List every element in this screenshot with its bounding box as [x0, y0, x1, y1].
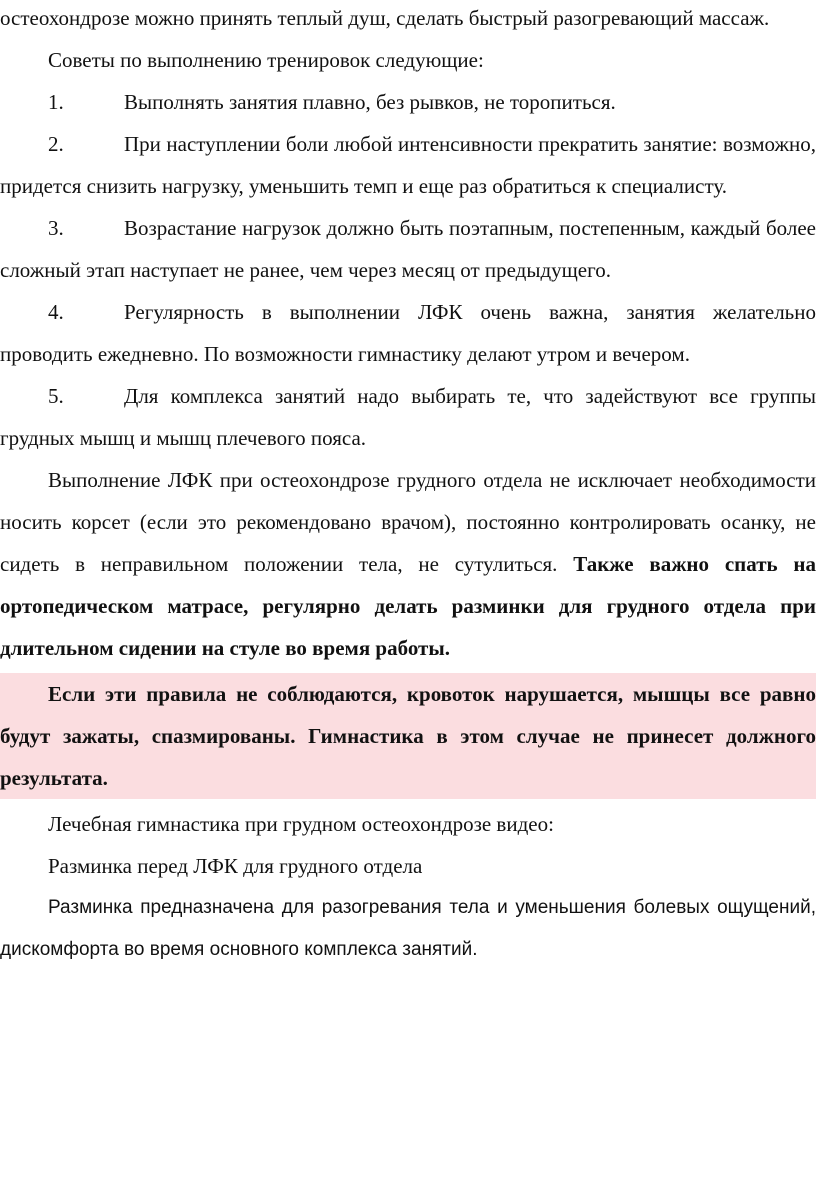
- paragraph-warmup-description: Разминка предназначена для разогревания тела и уменьшения болевых ощущений, дискомфорта во время основного комплекса занятий.: [0, 897, 816, 960]
- list-item-text: При наступлении боли любой интенсивности прекратить занятие: возможно, придется снизить нагрузку, уменьшить темп и еще раз обратиться к специалисту.: [0, 132, 816, 198]
- paragraph-corset: [0, 459, 816, 669]
- list-item-text: Выполнять занятия плавно, без рывков, не торопиться.: [124, 90, 616, 114]
- paragraph-video-caption: Лечебная гимнастика при грудном остеохондрозе видео:: [48, 812, 554, 836]
- list-item: [0, 207, 816, 291]
- list-item-number: 1.: [48, 90, 64, 114]
- paragraph-corset-regular: Выполнение ЛФК при остеохондрозе грудного отдела не исключает необходимости носить корсет (если это рекомендовано врачом), постоянно контролировать осанку, не сидеть в неправильном положении тела, не сутулиться.: [0, 468, 816, 576]
- list-item: [0, 81, 816, 123]
- list-item-number: 5.: [48, 384, 64, 408]
- list-item-text: Для комплекса занятий надо выбирать те, что задействуют все группы грудных мышц и мышц плечевого пояса.: [0, 384, 816, 450]
- list-item-number: 2.: [48, 132, 64, 156]
- list-item: [0, 375, 816, 459]
- list-item: [0, 123, 816, 207]
- paragraph-tips-heading: Советы по выполнению тренировок следующие:: [48, 48, 484, 72]
- highlight-block: [0, 673, 816, 799]
- list-item-number: 4.: [48, 300, 64, 324]
- list-item-text: Возрастание нагрузок должно быть поэтапным, постепенным, каждый более сложный этап наступает не ранее, чем через месяц от предыдущего.: [0, 216, 816, 282]
- highlight-text: Если эти правила не соблюдаются, кровоток нарушается, мышцы все равно будут зажаты, спазмированы. Гимнастика в этом случае не принесет должного результата.: [0, 682, 816, 790]
- paragraph-intro: остеохондрозе можно принять теплый душ, сделать быстрый разогревающий массаж.: [0, 6, 770, 30]
- list-item: [0, 291, 816, 375]
- list-item-text: Регулярность в выполнении ЛФК очень важна, занятия желательно проводить ежедневно. По возможности гимнастику делают утром и вечером.: [0, 300, 816, 366]
- paragraph-warmup-heading: Разминка перед ЛФК для грудного отдела: [48, 854, 423, 878]
- list-item-number: 3.: [48, 216, 64, 240]
- paragraph-corset-bold: Также важно спать на ортопедическом матрасе, регулярно делать разминки для грудного отдела при длительном сидении на стуле во время работы.: [0, 552, 816, 660]
